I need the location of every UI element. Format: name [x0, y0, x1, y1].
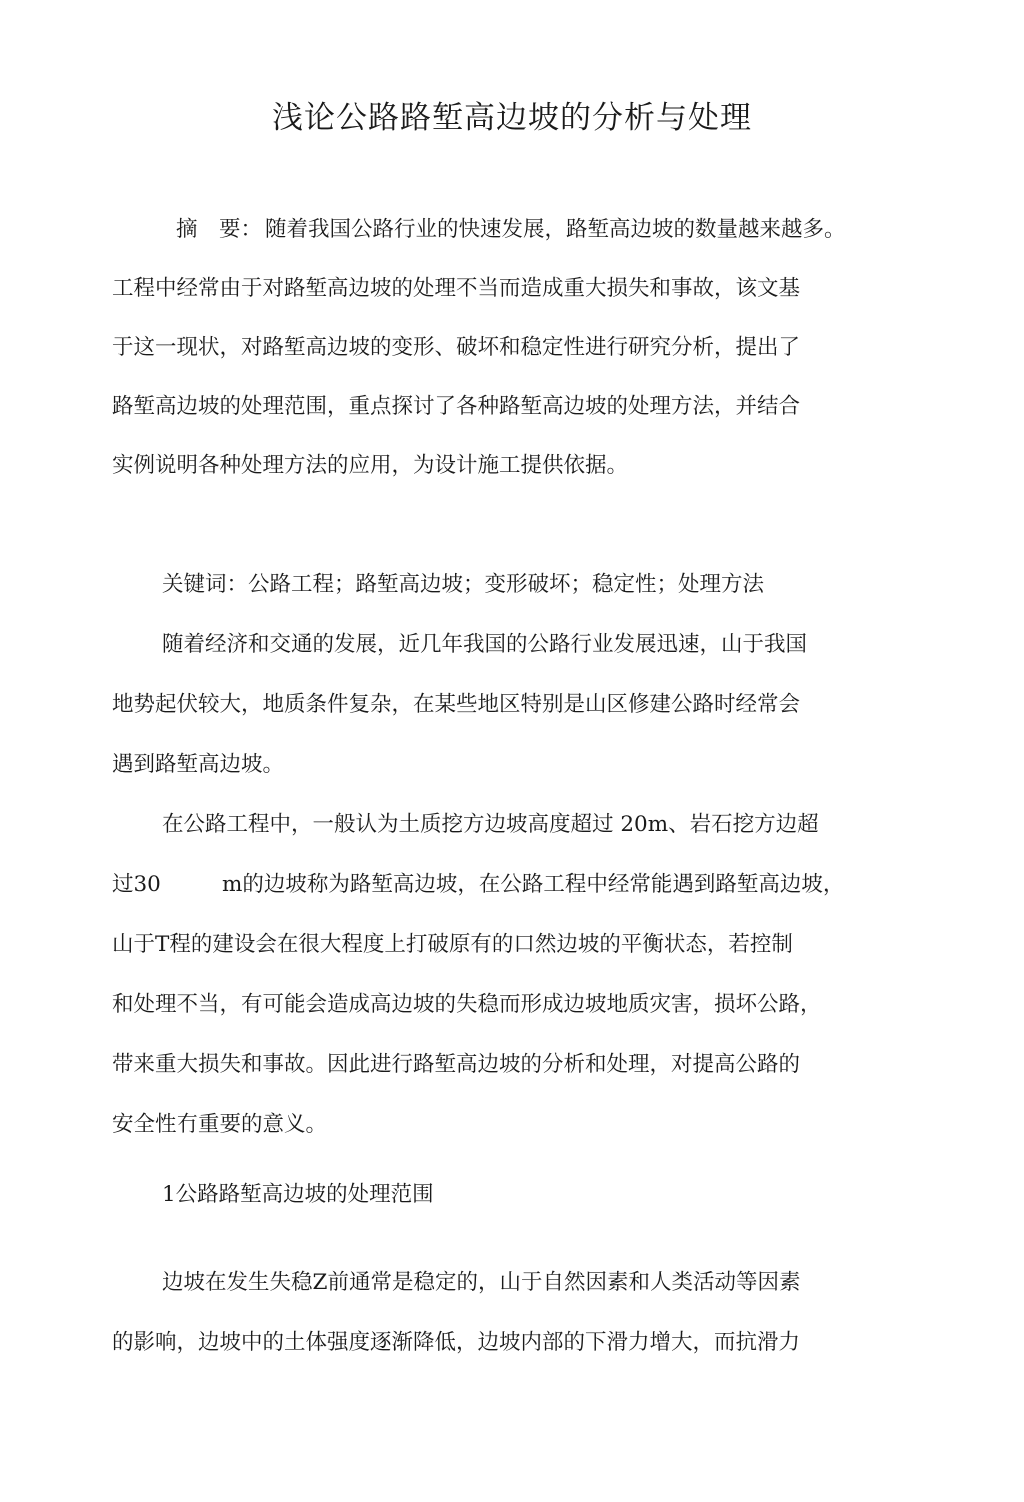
- abstract-label: 摘 要：: [176, 217, 263, 242]
- section-line-1: 边坡在发生失稳Z前通常是稳定的，山于自然因素和人类活动等因素: [162, 1270, 801, 1295]
- definition-line-6: 安全性冇重要的意义。: [112, 1112, 328, 1137]
- intro-line-2: 地势起伏较大，地质条件复杂，在某些地区特别是山区修建公路时经常会: [112, 692, 801, 717]
- keywords-line: 关键词：公路工程；路堑高边坡；变形破坏；稳定性；处理方法: [162, 572, 765, 597]
- definition-line-3: 山于T程的建设会在很大程度上打破原有的口然边坡的平衡状态，若控制: [112, 932, 793, 957]
- intro-line-3: 遇到路堑高边坡。: [112, 752, 285, 777]
- definition-line-2-rest: m的边坡称为路堑高边坡，在公路工程中经常能遇到路堑高边坡，: [222, 872, 845, 897]
- definition-line-5: 带来重大损失和事故。因此进行路堑高边坡的分析和处理，对提高公路的: [112, 1052, 801, 1077]
- definition-line-2-start: 过30: [112, 872, 161, 897]
- abstract-line-2: 工程中经常由于对路堑高边坡的处理不当而造成重大损失和事故，该文基: [112, 276, 801, 301]
- section-heading: 1公路路堑高边坡的处理范围: [162, 1182, 434, 1207]
- abstract-line-1: 随着我国公路行业的快速发展，路堑高边坡的数量越来越多。: [265, 217, 846, 242]
- definition-line-1: 在公路工程中，一般认为土质挖方边坡高度超过 20m、岩石挖方边超: [162, 812, 819, 837]
- abstract-line-4: 路堑高边坡的处理范围，重点探讨了各种路堑高边坡的处理方法，并结合: [112, 394, 801, 419]
- section-line-2: 的影响，边坡中的土体强度逐渐降低，边坡内部的下滑力增大，而抗滑力: [112, 1330, 801, 1355]
- intro-line-1: 随着经济和交通的发展，近几年我国的公路行业发展迅速，山于我国: [162, 632, 808, 657]
- abstract-line-5: 实例说明各种处理方法的应用，为设计施工提供依据。: [112, 453, 629, 478]
- definition-line-4: 和处理不当，有可能会造成高边坡的失稳而形成边坡地质灾害，损坏公路，: [112, 992, 822, 1017]
- document-title: 浅论公路路堑高边坡的分析与处理: [272, 100, 752, 136]
- abstract-line-3: 于这一现状，对路堑高边坡的变形、破坏和稳定性进行研究分析，提出了: [112, 335, 801, 360]
